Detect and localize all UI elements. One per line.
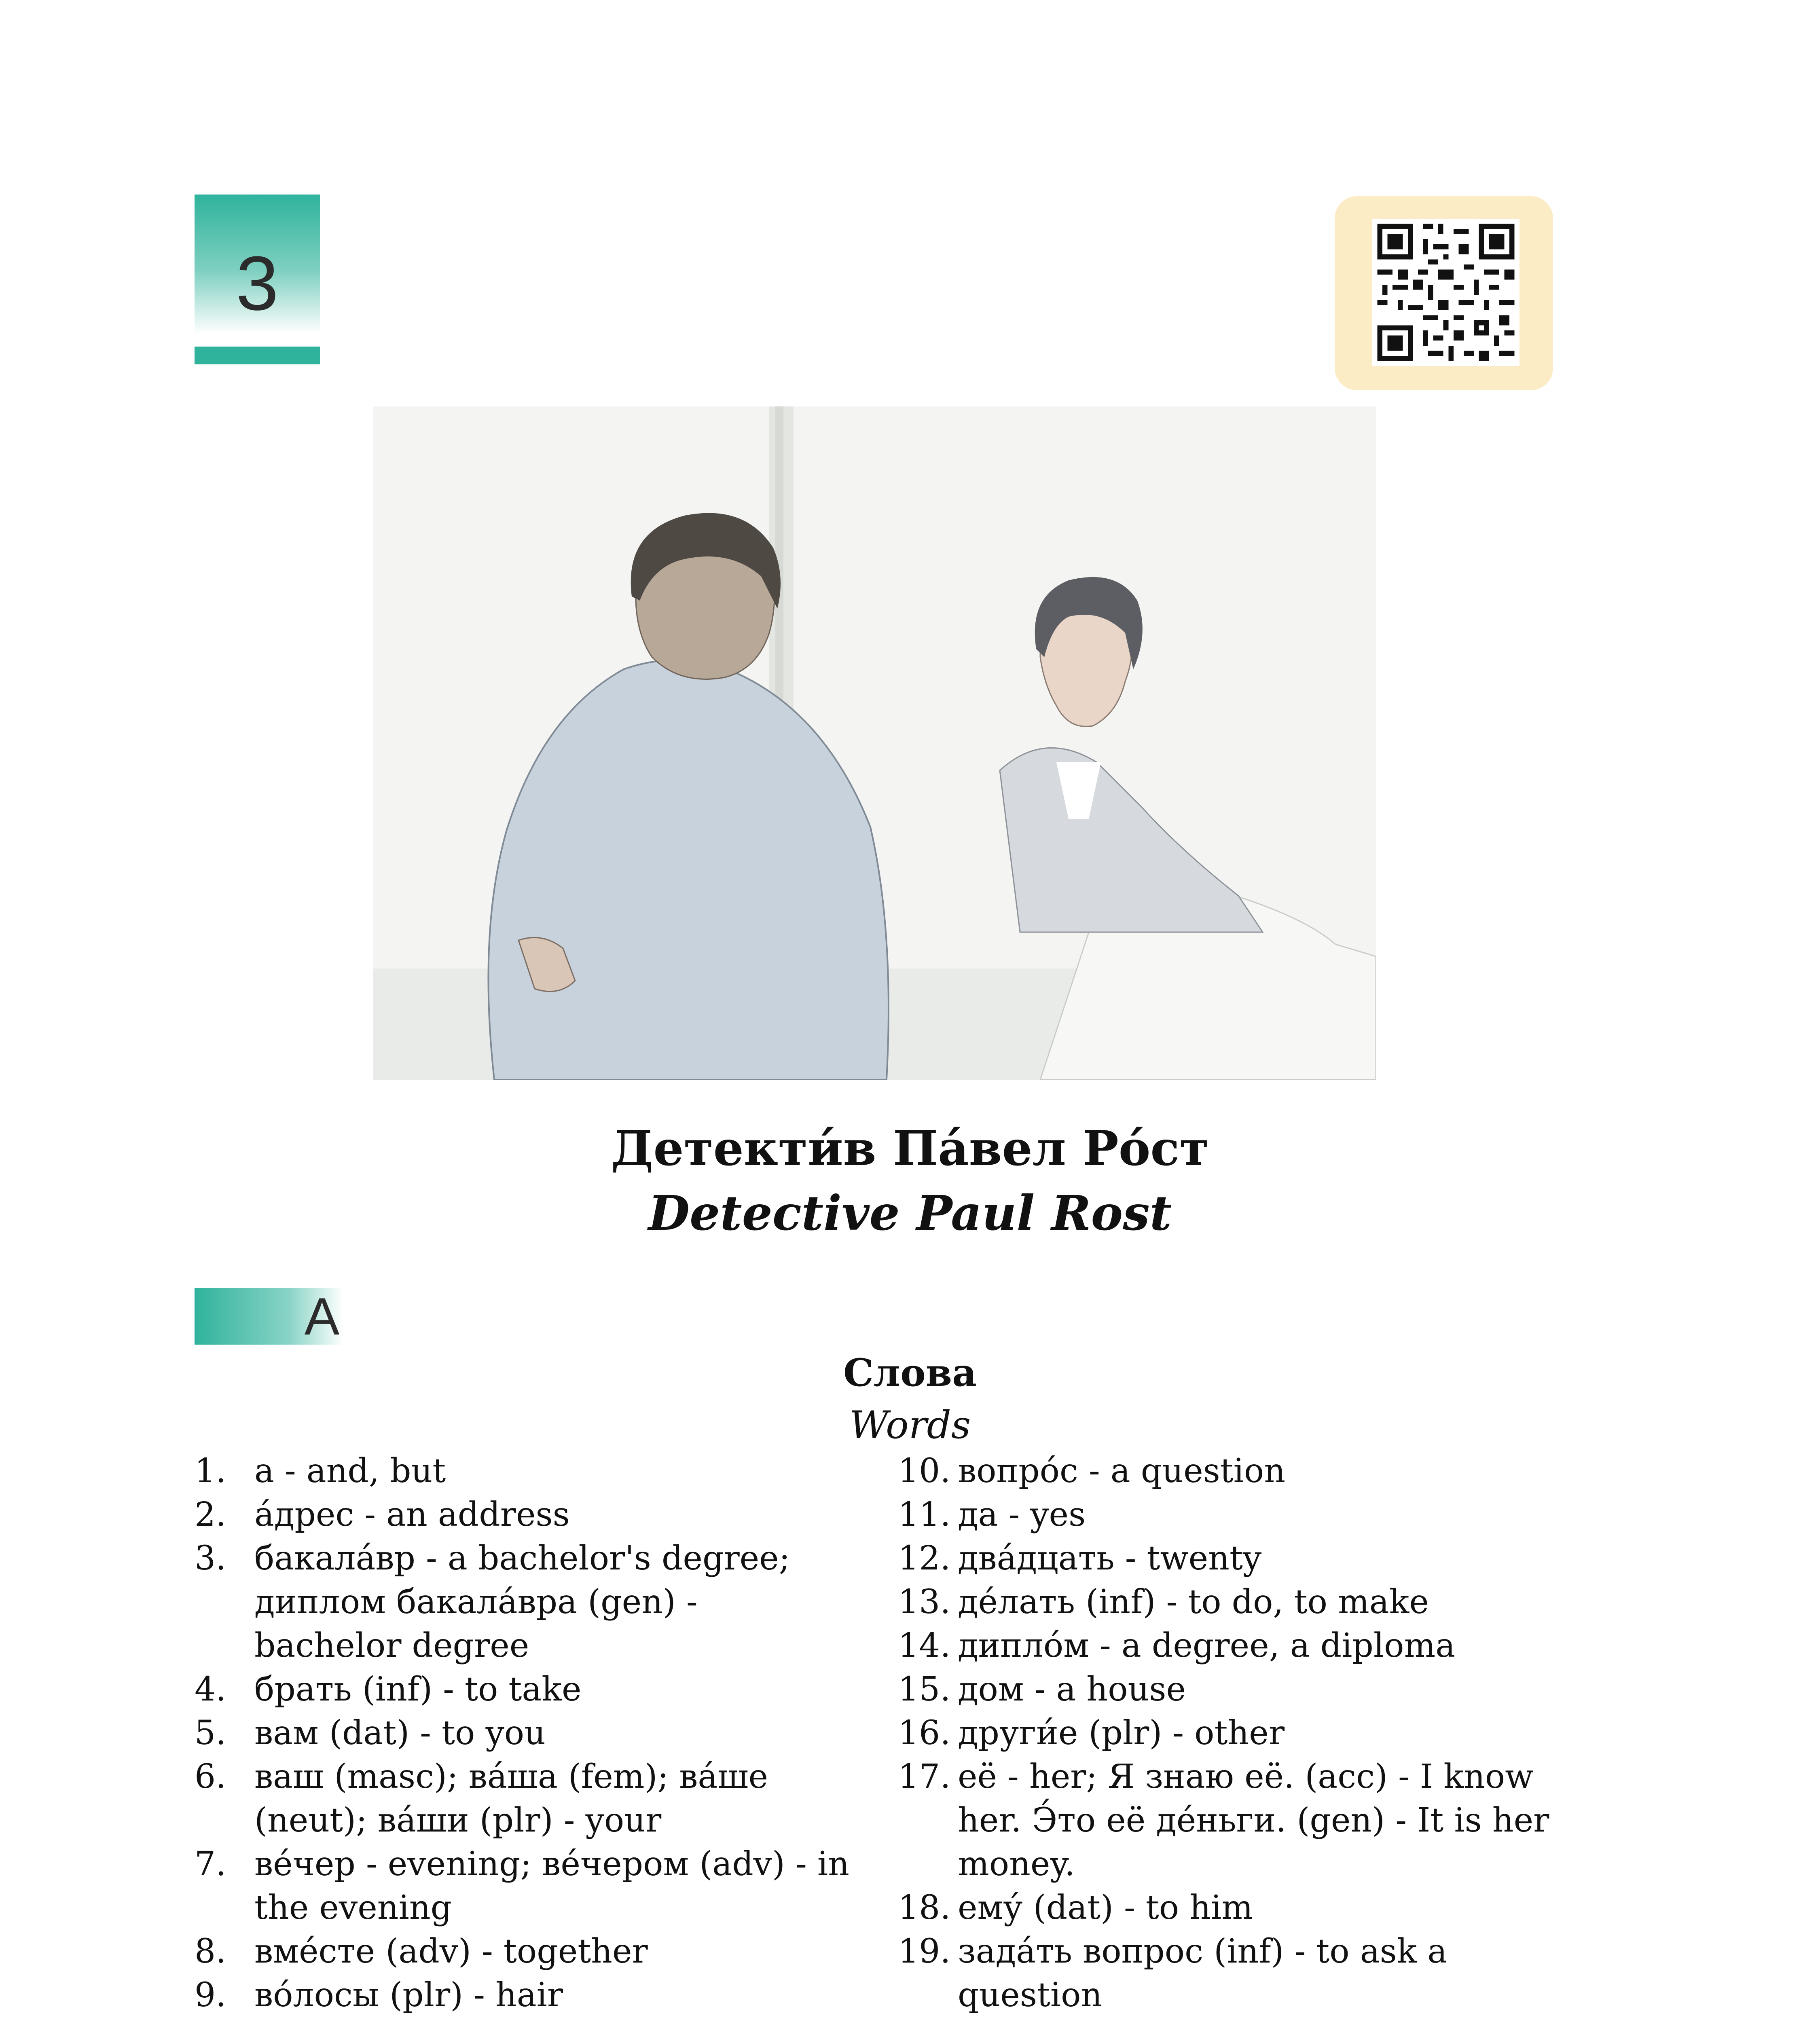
item-number: 11.	[898, 1495, 951, 1534]
item-number: 15.	[898, 1670, 951, 1709]
item-number: 16.	[898, 1714, 951, 1752]
chapter-badge-underline	[195, 347, 320, 364]
item-text: её - her; Я знаю её. (acc) - I know her. Э́то её де́ньги. (gen) - It is her money.	[958, 1758, 1549, 1883]
item-number: 5.	[195, 1714, 226, 1752]
vocabulary-list-left	[195, 1449, 850, 2017]
section-badge	[195, 1288, 356, 1345]
item-text: два́дцать - twenty	[958, 1539, 1262, 1578]
vocabulary-item	[898, 1624, 1553, 1668]
item-number: 13.	[898, 1583, 951, 1621]
item-text: вме́сте (adv) - together	[254, 1932, 648, 1971]
item-text: дипло́м - a degree, a diploma	[958, 1626, 1456, 1665]
item-number: 19.	[898, 1932, 951, 1971]
item-number: 7.	[195, 1845, 226, 1883]
vocabulary-item	[195, 1930, 850, 1973]
item-number: 3.	[195, 1539, 226, 1578]
vocabulary-item	[195, 1537, 850, 1668]
item-text: зада́ть вопрос (inf) - to ask a question	[958, 1932, 1448, 2014]
item-text: во́лосы (plr) - hair	[254, 1976, 563, 2014]
item-number: 14.	[898, 1626, 951, 1665]
vocabulary-item	[898, 1668, 1553, 1711]
vocabulary-item	[195, 1755, 850, 1842]
vocabulary-item	[898, 1755, 1553, 1886]
item-text: ваш (masc); ва́ша (fem); ва́ше (neut); ва́ши (plr) - your	[254, 1758, 768, 1840]
vocabulary-item	[898, 1580, 1553, 1624]
vocabulary-item	[195, 1711, 850, 1755]
item-text: да - yes	[958, 1495, 1086, 1534]
item-number: 10.	[898, 1452, 951, 1490]
item-number: 9.	[195, 1976, 226, 2014]
vocabulary-item	[898, 1711, 1553, 1755]
vocabulary-item	[195, 1842, 850, 1930]
item-number: 4.	[195, 1670, 226, 1709]
section-letter: A	[304, 1287, 340, 1346]
item-text: ему́ (dat) - to him	[958, 1889, 1253, 1927]
item-number: 8.	[195, 1932, 226, 1971]
item-text: бакала́вр - a bachelor's degree; диплом бакала́вра (gen) - bachelor degree	[254, 1539, 790, 1665]
illustration-two-people-talking	[373, 406, 1376, 1080]
item-number: 1.	[195, 1452, 226, 1490]
vocabulary-item	[898, 1886, 1553, 1930]
item-text: вопро́с - a question	[958, 1452, 1286, 1490]
vocabulary-item	[195, 1973, 850, 2017]
vocabulary-item	[195, 1493, 850, 1537]
vocabulary-item	[898, 1493, 1553, 1537]
item-text: де́лать (inf) - to do, to make	[958, 1583, 1429, 1621]
qr-code-icon[interactable]	[1372, 219, 1519, 366]
chapter-title-russian: Детекти́в Па́вел Ро́ст	[611, 1120, 1209, 1176]
item-number: 18.	[898, 1889, 951, 1927]
item-text: брать (inf) - to take	[254, 1670, 582, 1709]
words-subheading: Words	[849, 1403, 971, 1447]
chapter-title-english: Detective Paul Rost	[648, 1185, 1172, 1241]
vocabulary-item	[898, 1449, 1553, 1493]
words-heading: Слова	[843, 1351, 977, 1395]
item-text: а - and, but	[254, 1452, 446, 1490]
item-number: 2.	[195, 1495, 226, 1534]
chapter-number: 3	[236, 241, 279, 326]
vocabulary-item	[195, 1449, 850, 1493]
qr-code-box[interactable]	[1335, 196, 1553, 390]
vocabulary-item	[898, 1930, 1553, 2017]
item-text: дом - a house	[958, 1670, 1186, 1709]
vocabulary-item	[898, 1537, 1553, 1580]
vocabulary-list-right	[898, 1449, 1553, 2017]
chapter-number-badge	[195, 195, 320, 364]
item-number: 12.	[898, 1539, 951, 1578]
item-number: 17.	[898, 1758, 951, 1796]
vocabulary-item	[195, 1668, 850, 1711]
item-text: а́дрес - an address	[254, 1495, 570, 1534]
item-text: вам (dat) - to you	[254, 1714, 546, 1752]
item-number: 6.	[195, 1758, 226, 1796]
item-text: ве́чер - evening; ве́чером (adv) - in the evening	[254, 1845, 849, 1927]
item-text: други́е (plr) - other	[958, 1714, 1285, 1752]
